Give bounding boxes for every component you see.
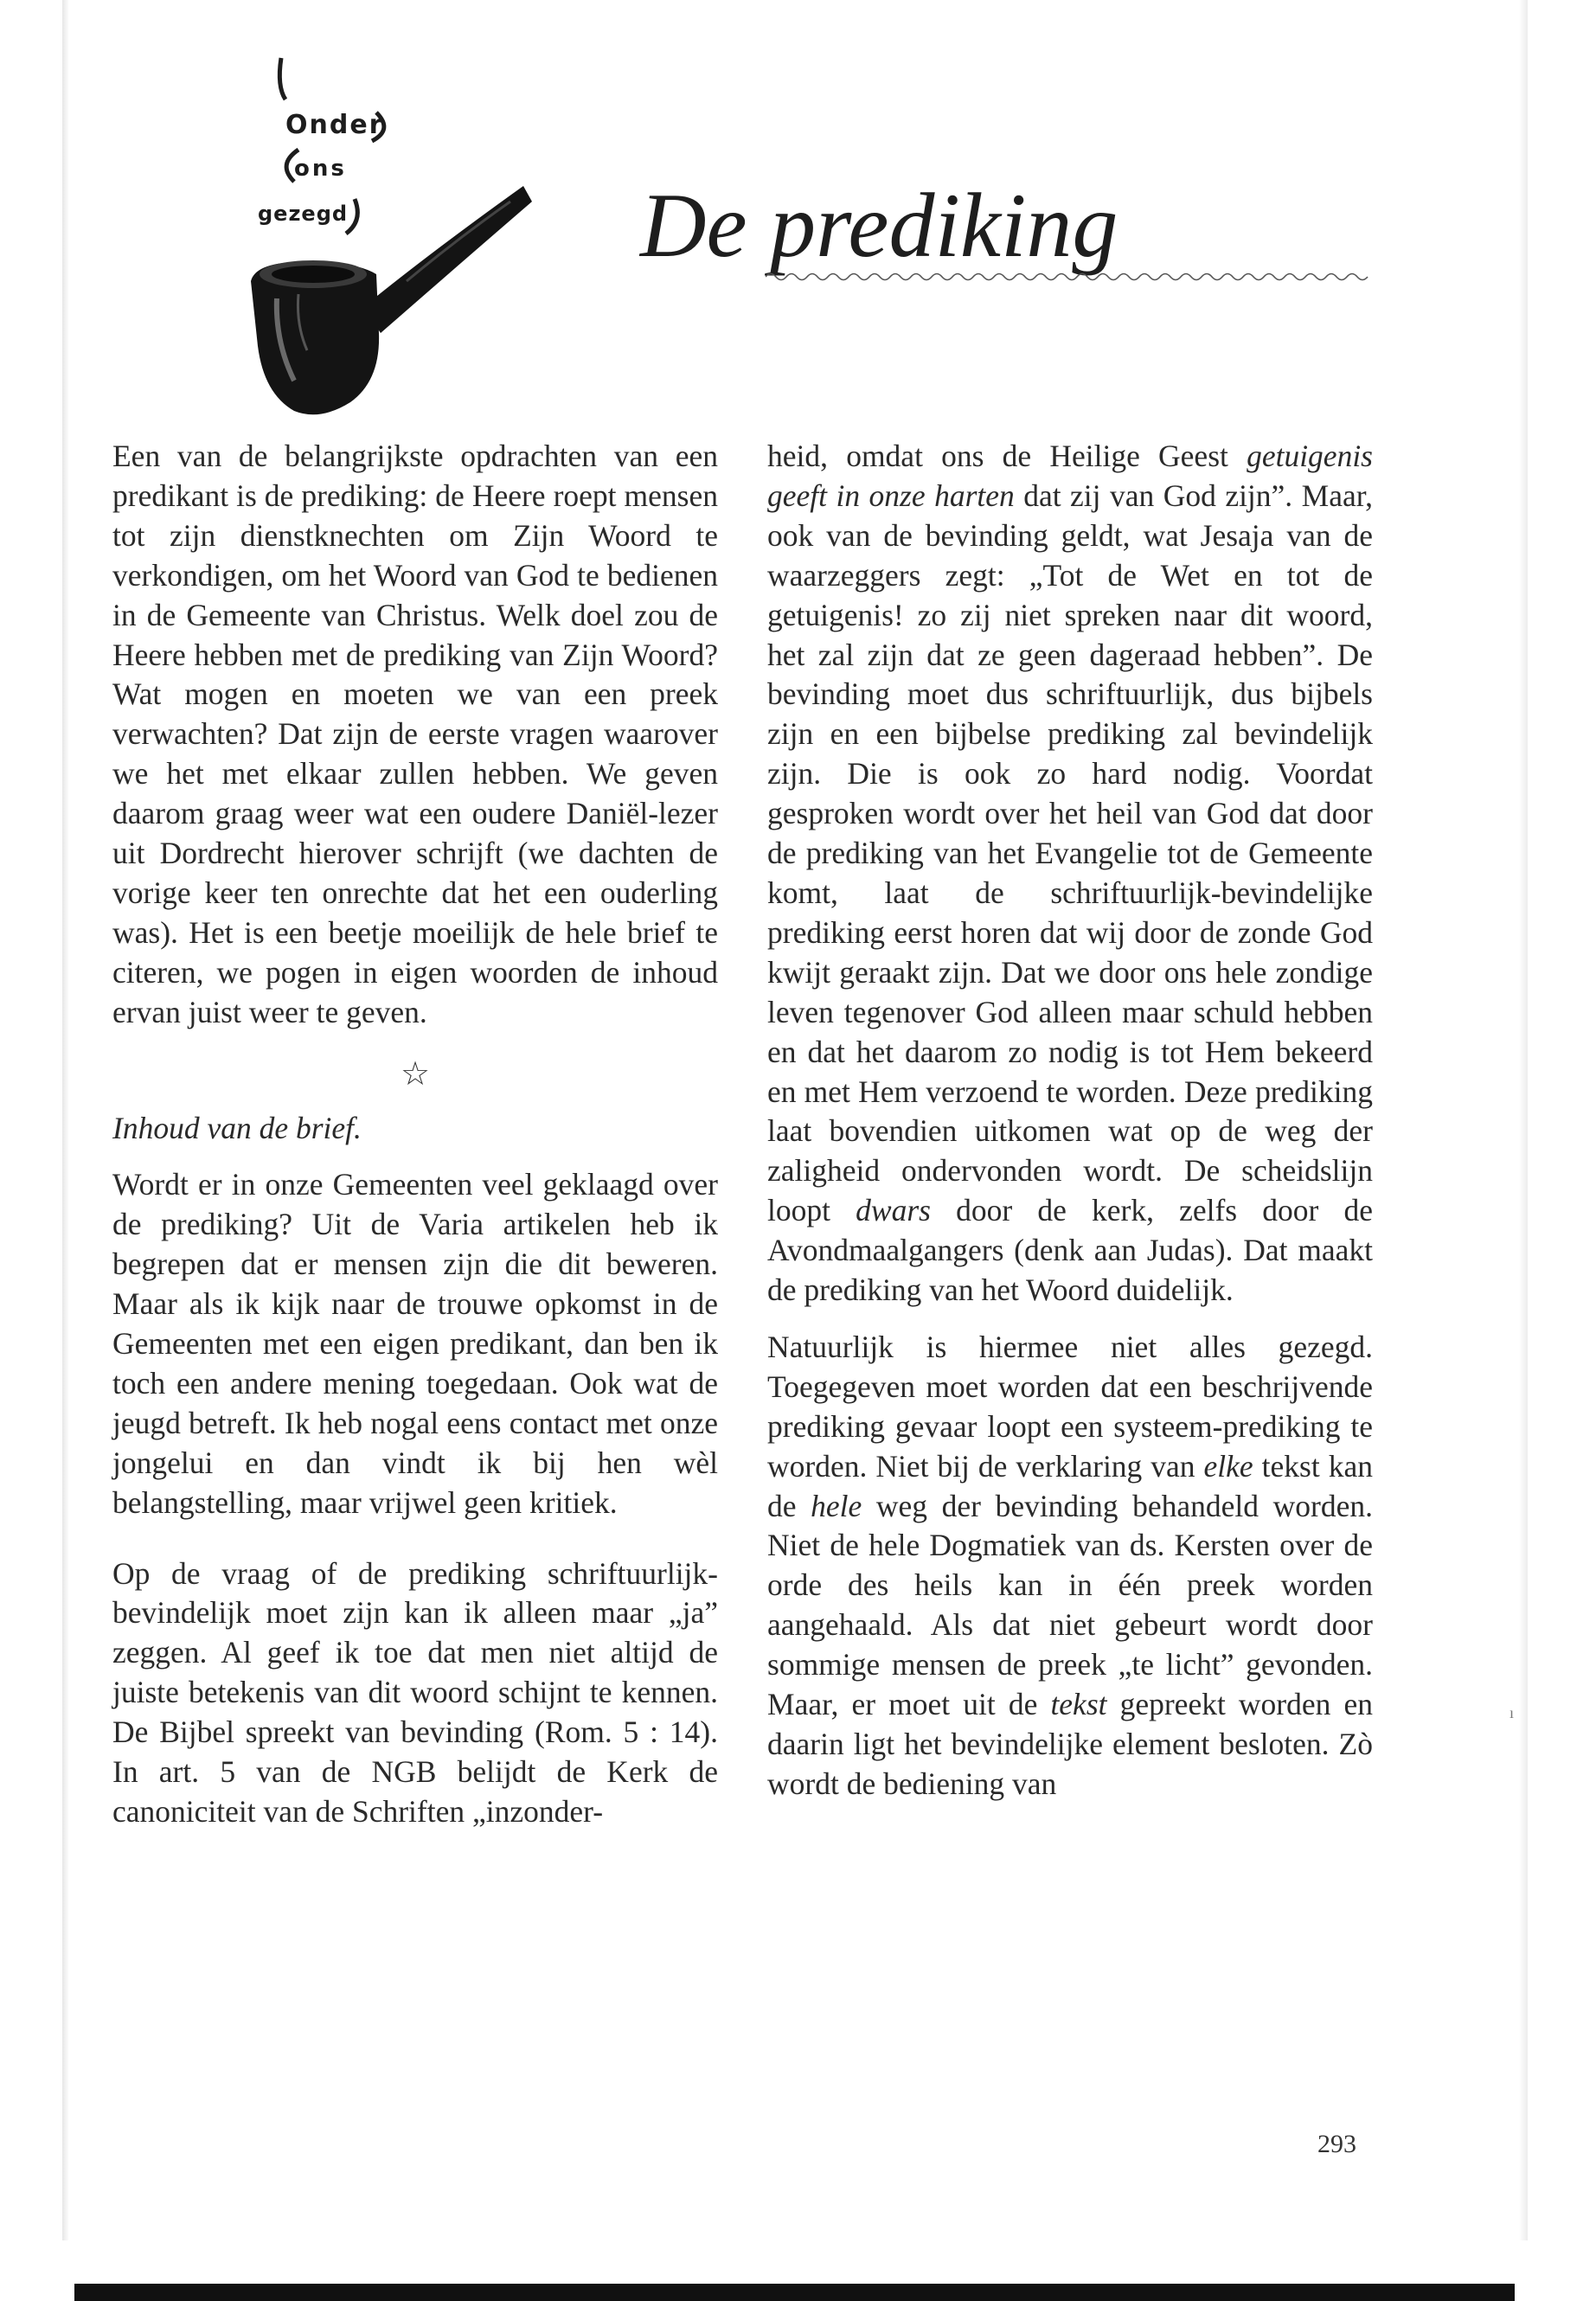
intro-paragraph: Een van de belangrijkste opdrachten van een predikant is de prediking: de Heere roept mensen tot zijn dienstknechten om Zijn Woord te verkondigen, om het Woord van God te bedienen in de Gemeente van Christus. Welk doel zou de Heere hebben met de prediking van Zijn Woord? Wat mogen en moeten we van een preek verwachten? Dat zijn de eerste vragen waarover we het met elkaar zullen hebben. We geven daarom graag weer wat een oudere Daniël-lezer uit Dordrecht hierover schrijft (we dachten de vorige keer ten onrechte dat het een ouderling was). Het is een beetje moeilijk de hele brief te citeren, we pogen in eigen woorden de inhoud ervan juist weer te geven.	[112, 439, 718, 1029]
left-column	[112, 437, 718, 1832]
page-number: 293	[1317, 2130, 1356, 2158]
italic-run: tekst	[1050, 1687, 1107, 1722]
logo-word-ons: ons	[294, 156, 347, 182]
bottom-scan-bar	[74, 2284, 1515, 2301]
text-run: Natuurlijk is hiermee niet alles gezegd. Toegegeven moet worden dat een beschrijvende prediking gevaar loopt een systeem-prediking te worden. Niet bij de verklaring van	[767, 1329, 1373, 1484]
text-run: door de kerk, zelfs door de Avondmaalgangers (denk aan Judas). Dat maakt de prediking van het Woord duidelijk.	[767, 1193, 1374, 1308]
page-edge-shadow	[62, 0, 69, 2240]
right-edge-shadow	[1519, 0, 1528, 2240]
closing-paragraph	[767, 1328, 1373, 1804]
title-wavy-underline	[766, 271, 1375, 283]
star-separator: ☆	[400, 1055, 431, 1093]
italic-run: elke	[1203, 1448, 1253, 1484]
italic-run: getuigenis geeft in onze harten	[767, 439, 1373, 513]
continued-paragraph	[767, 437, 1373, 1311]
letter-paragraph-1: Wordt er in onze Gemeenten veel geklaagd over de prediking? Uit de Varia artikelen heb ik begrepen dat er mensen zijn die dit beweren. Maar als ik kijk naar de trouwe opkomst in de Gemeenten met een eigen predikant, dan ben ik toch een andere mening toegedaan. Ook wat de jeugd betreft. Ik heb nogal eens contact met onze jongelui en dan vindt ik bij hen wèl belangstelling, maar vrijwel geen kritiek.	[112, 1167, 718, 1520]
italic-run: dwars	[856, 1193, 931, 1228]
letter-paragraph-2: Op de vraag of de prediking schriftuurlijk-bevindelijk moet zijn kan ik alleen maar „ja” zeggen. Al geef ik toe dat men niet altijd de juiste betekenis van dit woord schijnt te kennen. De Bijbel spreekt van bevinding (Rom. 5 : 14). In art. 5 van de NGB belijdt de Kerk de canoniciteit van de Schriften „inzonder-	[112, 1555, 718, 1829]
article-title: De prediking	[640, 175, 1118, 276]
logo-word-gezegd: gezegd	[258, 202, 349, 226]
text-run: weg der bevinding behandeld worden. Niet de hele Dogmatiek van ds. Kersten over de orde des heils kan in één preek worden aangehaald. Als dat niet gebeurt wordt door sommige mensen de preek „te licht” gevonden. Maar, er moet uit de	[767, 1488, 1373, 1722]
logo-word-onder: Onder	[285, 110, 384, 140]
text-run: tekst kan de	[767, 1448, 1373, 1523]
text-run: gepreekt worden en daarin ligt het bevindelijke element besloten. Zò wordt de bediening van	[767, 1687, 1373, 1801]
text-run: dat zij van God zijn”. Maar, ook van de bevinding geldt, wat Jesaja van de waarzeggers zegt: „Tot de Wet en tot de getuigenis! zo zij niet spreken naar dit woord, het zal zijn dat ze geen dageraad hebben”. De bevinding moet dus schriftuurlijk, dus bijbels zijn en een bijbelse prediking zal bevindelijk zijn. Die is ook zo hard nodig. Voordat gesproken wordt over het heil van God dat door de prediking van het Evangelie tot de Gemeente komt, laat de schriftuurlijk-bevindelijke prediking eerst horen dat wij door de zonde God kwijt geraakt zijn. Dat we door ons hele zondige leven tegenover God alleen maar schuld hebben en dat het daarom zo nodig is tot Hem bekeerd en met Hem verzoend te worden. Deze prediking laat bovendien uitkomen wat op de weg der zaligheid ondervonden wordt. De scheidslijn loopt	[767, 478, 1373, 1228]
column-logo	[234, 48, 588, 445]
text-run: heid, omdat ons de Heilige Geest	[767, 439, 1247, 473]
pipe-illustration	[234, 48, 588, 445]
italic-run: hele	[811, 1488, 862, 1523]
section-subheading: Inhoud van de brief.	[112, 1110, 362, 1145]
margin-mark: ı	[1509, 1704, 1515, 1721]
right-column	[767, 437, 1373, 1804]
